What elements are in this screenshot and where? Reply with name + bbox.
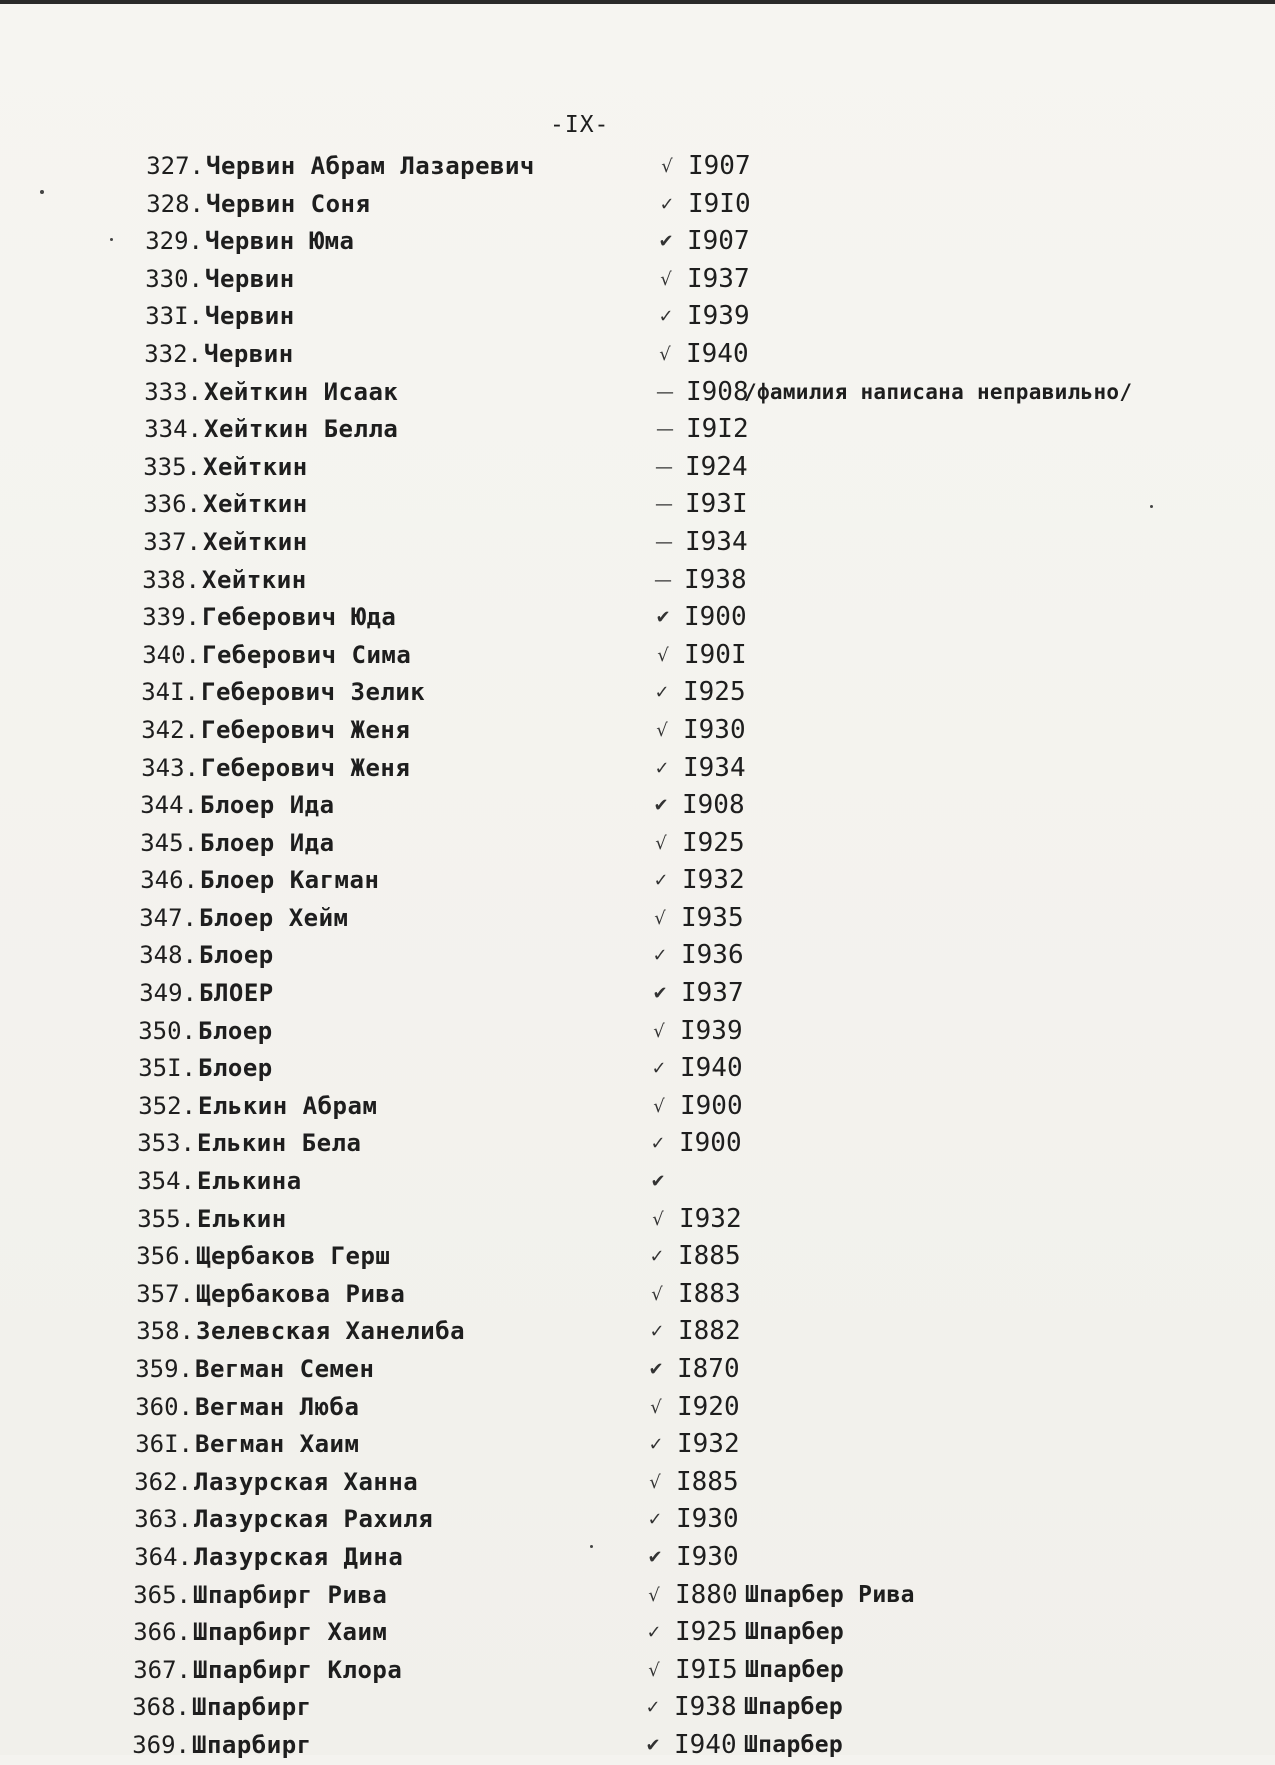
check-mark-icon: ✓ (659, 193, 675, 215)
person-name: Блоер Ида (200, 828, 335, 857)
entry-number: 34I. (141, 678, 199, 707)
entry-number: 338. (142, 565, 200, 594)
list-item (0, 1389, 1275, 1427)
check-mark-icon: ✔ (648, 1359, 664, 1380)
check-mark-icon: ✓ (658, 306, 674, 328)
annotation-note: Шпарбер (745, 1656, 845, 1683)
entry-number: 358. (136, 1317, 194, 1346)
entry-number: 345. (140, 828, 198, 857)
birth-year: I900 (680, 1090, 743, 1121)
check-mark-icon: √ (661, 156, 673, 177)
person-name: Шпарбирг Клора (193, 1655, 403, 1684)
check-mark-icon: √ (653, 1095, 665, 1117)
birth-year: I907 (688, 151, 751, 181)
entry-number: 330. (145, 264, 203, 293)
entry-number: 329. (145, 227, 203, 256)
check-mark-icon: ✓ (652, 945, 668, 967)
birth-year: I930 (676, 1504, 739, 1535)
person-name: Шпарбирг (192, 1730, 312, 1759)
list-item (0, 1501, 1275, 1539)
person-name: Червин Абрам Лазаревич (206, 152, 535, 180)
check-mark-icon: √ (650, 1396, 662, 1418)
entry-number: 363. (134, 1505, 192, 1534)
check-mark-icon: — (654, 569, 672, 591)
person-name: Вегман Семен (195, 1355, 375, 1383)
birth-year: I930 (676, 1541, 739, 1572)
check-mark-icon: ✔ (645, 1734, 661, 1756)
birth-year: I924 (685, 451, 748, 482)
entry-number: 332. (144, 339, 202, 368)
birth-year: I937 (687, 263, 750, 294)
birth-year: I932 (679, 1203, 742, 1234)
entry-number: 347. (139, 903, 197, 932)
person-name: Червин (205, 302, 295, 331)
check-mark-icon: ✓ (646, 1622, 662, 1644)
entry-number: 362. (134, 1467, 192, 1496)
page-number: -IX- (550, 112, 610, 138)
entry-number: 364. (134, 1542, 192, 1571)
check-mark-icon: — (655, 494, 673, 516)
entry-number: 366. (133, 1618, 191, 1647)
birth-year: I900 (679, 1128, 742, 1159)
check-mark-icon: √ (649, 1471, 661, 1493)
person-name: Геберович Зелик (201, 678, 426, 707)
birth-year: I940 (686, 338, 749, 369)
list-item (0, 562, 1275, 600)
person-name: Зелевская Ханелиба (196, 1317, 466, 1346)
person-name: Лазурская Ханна (194, 1467, 419, 1496)
check-mark-icon: √ (659, 343, 671, 365)
person-name: Геберович Юда (202, 603, 397, 632)
person-name: Вегман Люба (195, 1392, 360, 1421)
birth-year: I908 (682, 790, 745, 821)
birth-year: I925 (683, 677, 746, 708)
birth-year: I870 (677, 1354, 740, 1384)
list-item (0, 1313, 1275, 1351)
list-item (0, 1238, 1275, 1276)
entry-number: 334. (144, 415, 202, 444)
entry-number: 335. (143, 452, 201, 481)
list-item (0, 975, 1275, 1013)
person-name: Шпарбирг (192, 1693, 312, 1722)
birth-year: I9I0 (688, 188, 751, 219)
check-mark-icon: ✓ (649, 1246, 665, 1268)
person-name: Елькина (197, 1167, 302, 1196)
entry-number: 352. (138, 1091, 196, 1120)
list-item (0, 1652, 1275, 1690)
check-mark-icon: ✓ (645, 1697, 661, 1719)
entry-number: 369. (132, 1730, 190, 1759)
birth-year: I885 (678, 1241, 741, 1272)
birth-year: I938 (684, 564, 747, 595)
list-item (0, 1013, 1275, 1051)
check-mark-icon: √ (657, 644, 669, 666)
list-item (0, 486, 1275, 524)
entry-number: 346. (140, 866, 198, 895)
check-mark-icon: ✓ (654, 682, 670, 704)
person-name: Елькин Бела (197, 1129, 362, 1158)
birth-year: I900 (684, 602, 747, 633)
person-name: Блоер Ида (200, 791, 335, 820)
entry-number: 33I. (145, 302, 203, 331)
entry-number: 343. (141, 753, 199, 782)
check-mark-icon: √ (651, 1283, 663, 1305)
check-mark-icon: — (656, 419, 674, 441)
person-name: Блоер Кагман (200, 866, 380, 895)
entry-number: 368. (132, 1693, 190, 1722)
person-name: Щербакова Рива (196, 1279, 406, 1308)
person-name: Хейткин (203, 452, 308, 481)
birth-year: I907 (687, 226, 750, 257)
list-item (0, 148, 1275, 186)
person-name: Щербаков Герш (196, 1242, 391, 1271)
list-item (0, 1689, 1275, 1727)
birth-year: I938 (674, 1692, 737, 1723)
birth-year: I934 (685, 526, 748, 557)
list-item (0, 900, 1275, 938)
list-item (0, 411, 1275, 449)
person-name: Блоер (198, 1054, 273, 1083)
list-item (0, 637, 1275, 675)
person-name: Червин Соня (206, 189, 371, 218)
check-mark-icon: √ (648, 1659, 660, 1681)
list-item (0, 298, 1275, 336)
birth-year: I939 (687, 301, 750, 332)
check-mark-icon: ✓ (654, 757, 670, 779)
check-mark-icon: ✓ (647, 1509, 663, 1531)
birth-year: I935 (681, 902, 744, 933)
entry-number: 353. (137, 1129, 195, 1158)
person-name: Шпарбирг Хаим (193, 1618, 388, 1647)
birth-year: I940 (680, 1053, 743, 1084)
birth-year: I920 (677, 1391, 740, 1422)
list-item (0, 1577, 1275, 1615)
scan-speck (590, 1545, 593, 1548)
birth-year: I925 (675, 1617, 738, 1648)
entry-number: 339. (142, 603, 200, 632)
person-name: Лазурская Рахиля (194, 1505, 434, 1534)
birth-year: I932 (677, 1429, 740, 1460)
birth-year: I940 (674, 1729, 737, 1760)
annotation-note: /фамилия написана неправильно/ (744, 379, 1133, 404)
person-name: Геберович Сима (202, 640, 412, 669)
check-mark-icon: ✔ (658, 231, 674, 253)
check-mark-icon: ✓ (649, 1321, 665, 1343)
list-item (0, 1125, 1275, 1163)
entry-number: 348. (139, 941, 197, 970)
entry-number: 349. (139, 979, 197, 1008)
birth-year: I885 (676, 1466, 739, 1497)
check-mark-icon: ✔ (655, 607, 671, 629)
person-name: Елькин (197, 1204, 287, 1233)
list-item (0, 1539, 1275, 1577)
person-name: Геберович Женя (201, 753, 411, 782)
list-item (0, 862, 1275, 900)
check-mark-icon: √ (653, 1020, 665, 1042)
check-mark-icon: ✓ (651, 1058, 667, 1080)
list-item (0, 186, 1275, 224)
check-mark-icon: ✓ (650, 1133, 666, 1155)
check-mark-icon: ✓ (648, 1434, 664, 1456)
person-name: БЛОЕР (199, 979, 274, 1008)
birth-year: I939 (680, 1015, 743, 1046)
list-item (0, 223, 1275, 261)
person-name: Червин (205, 264, 295, 293)
list-item (0, 674, 1275, 712)
check-mark-icon: √ (654, 907, 666, 929)
list-item (0, 1727, 1275, 1765)
entry-number: 333. (144, 377, 202, 406)
birth-year: I936 (681, 940, 744, 971)
annotation-note: Шпарбер (744, 1694, 844, 1721)
list-item (0, 599, 1275, 637)
entry-number: 35I. (138, 1054, 196, 1083)
check-mark-icon: — (656, 381, 674, 403)
birth-year: I880 (675, 1579, 738, 1610)
entry-number: 344. (140, 791, 198, 820)
list-item (0, 1614, 1275, 1652)
person-name: Хейткин (203, 527, 308, 556)
person-name: Лазурская Дина (194, 1542, 404, 1571)
annotation-note: Шпарбер Рива (745, 1581, 915, 1608)
entry-number: 342. (141, 715, 199, 744)
annotation-note: Шпарбер (744, 1731, 844, 1758)
scan-speck (40, 190, 44, 194)
entry-number: 350. (138, 1016, 196, 1045)
list-item (0, 1351, 1275, 1389)
list-item (0, 336, 1275, 374)
list-item (0, 1050, 1275, 1088)
entry-number: 359. (135, 1355, 193, 1383)
person-name: Хейткин Исаак (204, 377, 399, 406)
person-name: Блоер (198, 1016, 273, 1045)
check-mark-icon: √ (648, 1584, 660, 1606)
check-mark-icon: ✓ (653, 870, 669, 892)
entry-number: 337. (143, 527, 201, 556)
birth-year: I90I (684, 639, 747, 670)
birth-year: I883 (678, 1278, 741, 1309)
check-mark-icon: — (655, 531, 673, 553)
person-name: Хейткин (203, 490, 308, 519)
name-list (0, 148, 1275, 1765)
person-name: Геберович Женя (201, 715, 411, 744)
list-item (0, 374, 1275, 412)
birth-year: I882 (678, 1316, 741, 1347)
scan-top-edge (0, 0, 1275, 4)
person-name: Вегман Хаим (195, 1430, 360, 1459)
person-name: Червин Юма (205, 227, 355, 256)
entry-number: 340. (142, 640, 200, 669)
person-name: Блоер Хейм (199, 903, 349, 932)
entry-number: 360. (135, 1392, 193, 1421)
list-item (0, 1464, 1275, 1502)
birth-year: I930 (683, 714, 746, 745)
entry-number: 355. (137, 1204, 195, 1233)
list-item (0, 524, 1275, 562)
check-mark-icon: ✔ (652, 983, 668, 1005)
list-item (0, 937, 1275, 975)
scan-speck (1150, 505, 1153, 508)
birth-year: I937 (681, 978, 744, 1009)
birth-year: I93I (685, 489, 748, 520)
list-item (0, 1201, 1275, 1239)
person-name: Хейткин (202, 565, 307, 594)
person-name: Хейткин Белла (204, 415, 399, 444)
check-mark-icon: ✔ (653, 795, 669, 817)
entry-number: 357. (136, 1279, 194, 1308)
list-item (0, 449, 1275, 487)
check-mark-icon: — (655, 456, 673, 478)
person-name: Елькин Абрам (198, 1091, 378, 1120)
check-mark-icon: √ (652, 1208, 664, 1230)
birth-year: I9I5 (675, 1654, 738, 1685)
list-item (0, 1088, 1275, 1126)
check-mark-icon: √ (660, 268, 672, 290)
birth-year: I908 (686, 376, 749, 407)
birth-year: I9I2 (686, 414, 749, 445)
entry-number: 354. (137, 1167, 195, 1196)
entry-number: 356. (136, 1242, 194, 1271)
person-name: Блоер (199, 941, 274, 970)
list-item (0, 1163, 1275, 1201)
check-mark-icon: ✔ (647, 1546, 663, 1568)
person-name: Шпарбирг Рива (193, 1580, 388, 1609)
entry-number: 336. (143, 490, 201, 519)
list-item (0, 1276, 1275, 1314)
scan-speck (110, 238, 113, 241)
check-mark-icon: ✔ (650, 1171, 666, 1193)
list-item (0, 261, 1275, 299)
entry-number: 367. (133, 1655, 191, 1684)
annotation-note: Шпарбер (745, 1619, 845, 1646)
list-item (0, 787, 1275, 825)
birth-year: I932 (682, 865, 745, 896)
check-mark-icon: √ (655, 832, 667, 854)
entry-number: 328. (146, 189, 204, 218)
list-item (0, 750, 1275, 788)
list-item (0, 1426, 1275, 1464)
birth-year: I934 (683, 752, 746, 783)
list-item (0, 712, 1275, 750)
list-item (0, 825, 1275, 863)
person-name: Червин (204, 339, 294, 368)
check-mark-icon: √ (656, 719, 668, 741)
birth-year: I925 (682, 827, 745, 858)
entry-number: 365. (133, 1580, 191, 1609)
entry-number: 36I. (135, 1430, 193, 1459)
entry-number: 327. (146, 152, 204, 180)
